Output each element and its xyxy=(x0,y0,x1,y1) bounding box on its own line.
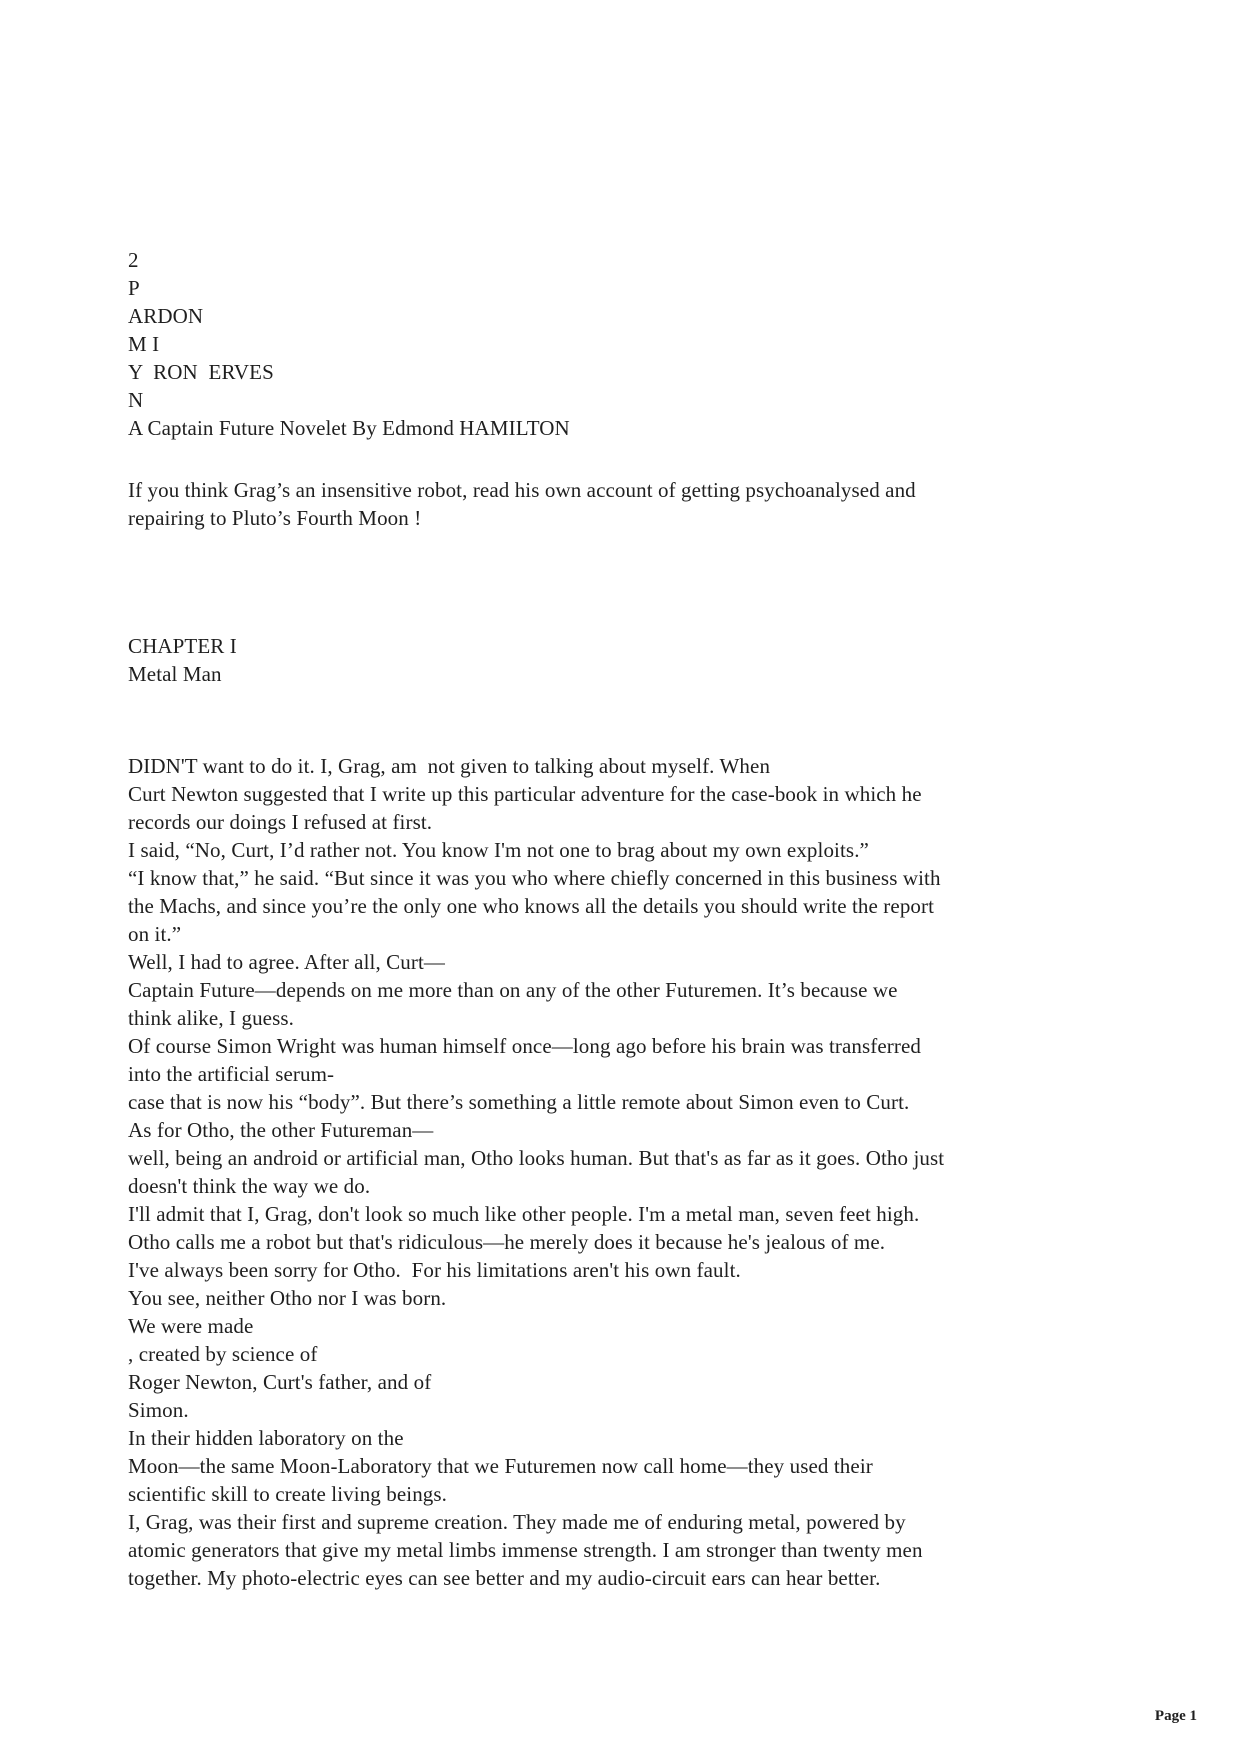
page-number: Page 1 xyxy=(1154,1708,1197,1724)
text-line: We were made xyxy=(128,1314,254,1338)
text-line: I'll admit that I, Grag, don't look so much like other people. I'm a metal man, seven feet high. xyxy=(128,1202,920,1226)
text-line: the Machs, and since you’re the only one who knows all the details you should write the report xyxy=(128,894,935,918)
text-line: well, being an android or artificial man, Otho looks human. But that's as far as it goes. Otho just xyxy=(128,1146,945,1170)
text-line: I, Grag, was their first and supreme creation. They made me of enduring metal, powered by xyxy=(128,1510,906,1534)
text-line: “I know that,” he said. “But since it was you who where chiefly concerned in this business with xyxy=(128,866,941,890)
text-line: on it.” xyxy=(128,922,182,946)
text-line: N xyxy=(128,388,144,412)
text-line: Metal Man xyxy=(128,662,222,686)
text-line: records our doings I refused at first. xyxy=(128,810,433,834)
title-block xyxy=(128,246,1200,442)
text-line: I said, “No, Curt, I’d rather not. You know I'm not one to brag about my own exploits.” xyxy=(128,838,869,862)
text-line: repairing to Pluto’s Fourth Moon ! xyxy=(128,506,422,530)
text-line: Roger Newton, Curt's father, and of xyxy=(128,1370,432,1394)
text-line: M I xyxy=(128,332,160,356)
text-line: doesn't think the way we do. xyxy=(128,1174,371,1198)
text-line: case that is now his “body”. But there’s something a little remote about Simon even to Curt. xyxy=(128,1090,910,1114)
chapter-heading xyxy=(128,632,1200,688)
text-line: 2 xyxy=(128,248,139,272)
text-line: In their hidden laboratory on the xyxy=(128,1426,404,1450)
text-line: into the artificial serum- xyxy=(128,1062,335,1086)
body-text xyxy=(128,752,1200,1592)
text-line: Well, I had to agree. After all, Curt— xyxy=(128,950,446,974)
text-line: As for Otho, the other Futureman— xyxy=(128,1118,434,1142)
text-line: ARDON xyxy=(128,304,204,328)
text-line: Curt Newton suggested that I write up this particular adventure for the case-book in which he xyxy=(128,782,922,806)
text-line: Of course Simon Wright was human himself once—long ago before his brain was transferred xyxy=(128,1034,922,1058)
text-line: P xyxy=(128,276,140,300)
text-line: Y RON ERVES xyxy=(128,360,274,384)
text-line: Moon—the same Moon-Laboratory that we Futuremen now call home—they used their xyxy=(128,1454,873,1478)
text-line: If you think Grag’s an insensitive robot, read his own account of getting psychoanalysed and xyxy=(128,478,916,502)
intro-block xyxy=(128,476,1200,532)
text-line: A Captain Future Novelet By Edmond HAMILTON xyxy=(128,416,570,440)
text-content xyxy=(128,246,1200,1592)
text-line: , created by science of xyxy=(128,1342,318,1366)
text-line: CHAPTER I xyxy=(128,634,237,658)
text-line: think alike, I guess. xyxy=(128,1006,294,1030)
text-line: Simon. xyxy=(128,1398,189,1422)
text-line: Otho calls me a robot but that's ridiculous—he merely does it because he's jealous of me. xyxy=(128,1230,886,1254)
text-line: Captain Future—depends on me more than on any of the other Futuremen. It’s because we xyxy=(128,978,898,1002)
text-line: You see, neither Otho nor I was born. xyxy=(128,1286,447,1310)
text-line: DIDN'T want to do it. I, Grag, am not given to talking about myself. When xyxy=(128,754,771,778)
text-line: I've always been sorry for Otho. For his limitations aren't his own fault. xyxy=(128,1258,741,1282)
text-line: scientific skill to create living beings. xyxy=(128,1482,448,1506)
text-line: together. My photo-electric eyes can see better and my audio-circuit ears can hear better. xyxy=(128,1566,881,1590)
text-line: atomic generators that give my metal limbs immense strength. I am stronger than twenty men xyxy=(128,1538,923,1562)
